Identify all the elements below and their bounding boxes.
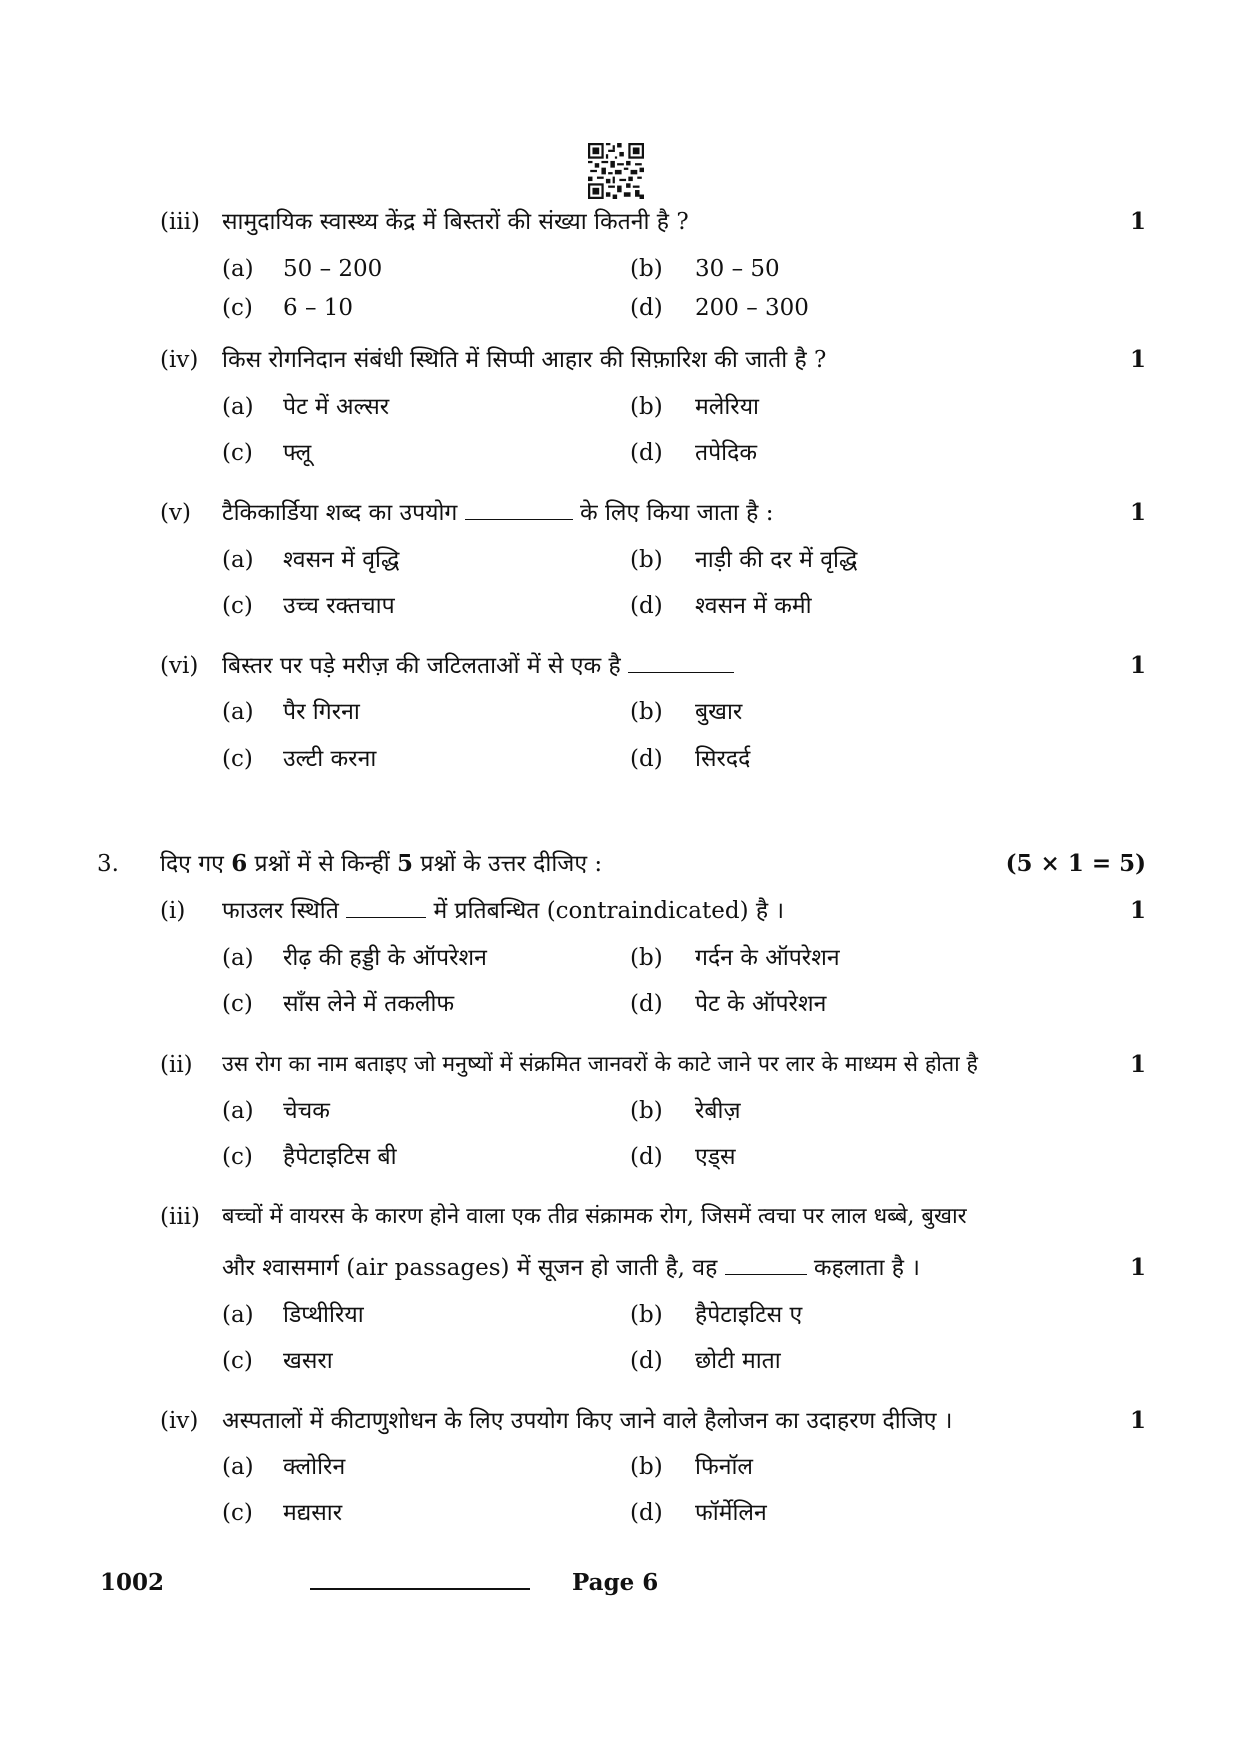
option-label: (d) bbox=[630, 1500, 663, 1526]
option-label: (d) bbox=[630, 440, 663, 466]
question-marks: 1 bbox=[1129, 346, 1146, 373]
option-label: (a) bbox=[222, 699, 254, 725]
option-label: (a) bbox=[222, 1098, 254, 1124]
option-text: चेचक bbox=[283, 1098, 330, 1124]
fill-blank bbox=[725, 1256, 807, 1275]
question-number: (iv) bbox=[160, 347, 199, 373]
question-marks: 1 bbox=[1129, 1051, 1146, 1078]
question-text-line2 bbox=[222, 1253, 920, 1283]
option-label: (d) bbox=[630, 1144, 663, 1170]
question-number: (i) bbox=[160, 898, 186, 924]
question-text: सामुदायिक स्वास्थ्य केंद्र में बिस्तरों की संख्या कितनी है ? bbox=[222, 209, 689, 235]
question-marks: 1 bbox=[1129, 1407, 1146, 1434]
instruction-count: 6 bbox=[231, 850, 248, 877]
option-label: (a) bbox=[222, 256, 254, 282]
option-label: (b) bbox=[630, 1302, 663, 1328]
option-text: मद्यसार bbox=[283, 1500, 343, 1526]
option-text: तपेदिक bbox=[695, 440, 758, 466]
option-text: पैर गिरना bbox=[283, 699, 360, 725]
option-text: फ्लू bbox=[283, 440, 312, 466]
option-text: 50 – 200 bbox=[283, 256, 383, 282]
option-text: हैपेटाइटिस ए bbox=[695, 1302, 803, 1328]
option-label: (d) bbox=[630, 593, 663, 619]
option-label: (a) bbox=[222, 394, 254, 420]
question-text bbox=[222, 651, 734, 681]
option-label: (c) bbox=[222, 593, 253, 619]
option-label: (b) bbox=[630, 699, 663, 725]
question-text-start: फाउलर स्थिति bbox=[222, 898, 339, 924]
fill-blank bbox=[346, 899, 426, 918]
option-text: रेबीज़ bbox=[695, 1098, 741, 1124]
option-label: (c) bbox=[222, 1348, 253, 1374]
fill-blank bbox=[628, 654, 734, 673]
fill-blank bbox=[465, 501, 573, 520]
option-label: (c) bbox=[222, 1144, 253, 1170]
option-label: (b) bbox=[630, 945, 663, 971]
question-text-end: कहलाता है । bbox=[813, 1255, 920, 1281]
option-text: 200 – 300 bbox=[695, 295, 809, 321]
question-text-start: बिस्तर पर पड़े मरीज़ की जटिलताओं में से एक है bbox=[222, 653, 621, 679]
question-number: (iv) bbox=[160, 1408, 199, 1434]
question-marks: 1 bbox=[1129, 897, 1146, 924]
question-number: (iii) bbox=[160, 1204, 201, 1230]
option-label: (b) bbox=[630, 256, 663, 282]
question-marks: 1 bbox=[1129, 499, 1146, 526]
option-text: 6 – 10 bbox=[283, 295, 354, 321]
question-text: किस रोगनिदान संबंधी स्थिति में सिप्पी आहार की सिफ़ारिश की जाती है ? bbox=[222, 347, 827, 373]
question-text-start: और श्वासमार्ग (air passages) में सूजन हो जाती है, वह bbox=[222, 1255, 718, 1281]
option-text: डिप्थीरिया bbox=[283, 1302, 364, 1328]
option-label: (b) bbox=[630, 1454, 663, 1480]
question-number: (ii) bbox=[160, 1052, 193, 1078]
option-label: (d) bbox=[630, 295, 663, 321]
option-text: फॉर्मेलिन bbox=[695, 1500, 767, 1526]
instruction-part: प्रश्नों के उत्तर दीजिए : bbox=[413, 851, 603, 877]
page-number: Page 6 bbox=[572, 1569, 659, 1596]
option-label: (c) bbox=[222, 746, 253, 772]
option-text: रीढ़ की हड्डी के ऑपरेशन bbox=[283, 945, 487, 971]
option-text: एड्स bbox=[695, 1144, 736, 1170]
question-number: (v) bbox=[160, 500, 191, 526]
option-text: सिरदर्द bbox=[695, 746, 751, 772]
question-text bbox=[222, 896, 784, 926]
question-text: अस्पतालों में कीटाणुशोधन के लिए उपयोग किए जाने वाले हैलोजन का उदाहरण दीजिए । bbox=[222, 1408, 953, 1434]
option-text: खसरा bbox=[283, 1348, 333, 1374]
footer-divider bbox=[310, 1588, 530, 1590]
option-label: (d) bbox=[630, 1348, 663, 1374]
option-text: नाड़ी की दर में वृद्धि bbox=[695, 547, 858, 573]
option-label: (a) bbox=[222, 945, 254, 971]
option-text: पेट में अल्सर bbox=[283, 394, 390, 420]
paper-code: 1002 bbox=[100, 1569, 165, 1596]
question-number: (vi) bbox=[160, 653, 199, 679]
option-text: 30 – 50 bbox=[695, 256, 780, 282]
question-number: 3. bbox=[97, 851, 119, 877]
option-label: (d) bbox=[630, 746, 663, 772]
option-text: छोटी माता bbox=[695, 1348, 781, 1374]
question-text-start: टैकिकार्डिया शब्द का उपयोग bbox=[222, 500, 458, 526]
question-marks: 1 bbox=[1129, 652, 1146, 679]
instruction-part: प्रश्नों में से किन्हीं bbox=[247, 851, 398, 877]
question-text: उस रोग का नाम बताइए जो मनुष्यों में संक्रमित जानवरों के काटे जाने पर लार के माध्यम से होता है bbox=[222, 1052, 978, 1077]
option-label: (d) bbox=[630, 991, 663, 1017]
question-number: (iii) bbox=[160, 209, 201, 235]
section-marks: (5 × 1 = 5) bbox=[1005, 850, 1146, 877]
option-text: हैपेटाइटिस बी bbox=[283, 1144, 397, 1170]
question-marks: 1 bbox=[1129, 208, 1146, 235]
option-label: (a) bbox=[222, 1454, 254, 1480]
question-text-end: में प्रतिबन्धित (contraindicated) है । bbox=[433, 898, 785, 924]
option-text: पेट के ऑपरेशन bbox=[695, 991, 827, 1017]
option-label: (b) bbox=[630, 394, 663, 420]
option-label: (a) bbox=[222, 1302, 254, 1328]
option-label: (b) bbox=[630, 547, 663, 573]
option-text: फिनॉल bbox=[695, 1454, 754, 1480]
question-text-line1: बच्चों में वायरस के कारण होने वाला एक तीव्र संक्रामक रोग, जिसमें त्वचा पर लाल धब्बे, बुखार bbox=[222, 1204, 967, 1229]
option-label: (a) bbox=[222, 547, 254, 573]
option-label: (b) bbox=[630, 1098, 663, 1124]
option-text: मलेरिया bbox=[695, 394, 760, 420]
option-label: (c) bbox=[222, 440, 253, 466]
option-label: (c) bbox=[222, 1500, 253, 1526]
option-text: उच्च रक्तचाप bbox=[283, 593, 395, 619]
question-instruction bbox=[160, 849, 602, 879]
option-label: (c) bbox=[222, 295, 253, 321]
option-text: श्वसन में वृद्धि bbox=[283, 547, 400, 573]
option-text: गर्दन के ऑपरेशन bbox=[695, 945, 840, 971]
qr-code bbox=[588, 143, 644, 199]
option-text: बुखार bbox=[695, 699, 743, 725]
question-text bbox=[222, 498, 773, 528]
option-text: क्लोरिन bbox=[283, 1454, 346, 1480]
option-label: (c) bbox=[222, 991, 253, 1017]
option-text: श्वसन में कमी bbox=[695, 593, 812, 619]
option-text: उल्टी करना bbox=[283, 746, 377, 772]
instruction-count: 5 bbox=[397, 850, 414, 877]
question-text-end: के लिए किया जाता है : bbox=[580, 500, 774, 526]
instruction-part: दिए गए bbox=[160, 851, 232, 877]
option-text: साँस लेने में तकलीफ bbox=[283, 991, 455, 1017]
question-marks: 1 bbox=[1129, 1254, 1146, 1281]
